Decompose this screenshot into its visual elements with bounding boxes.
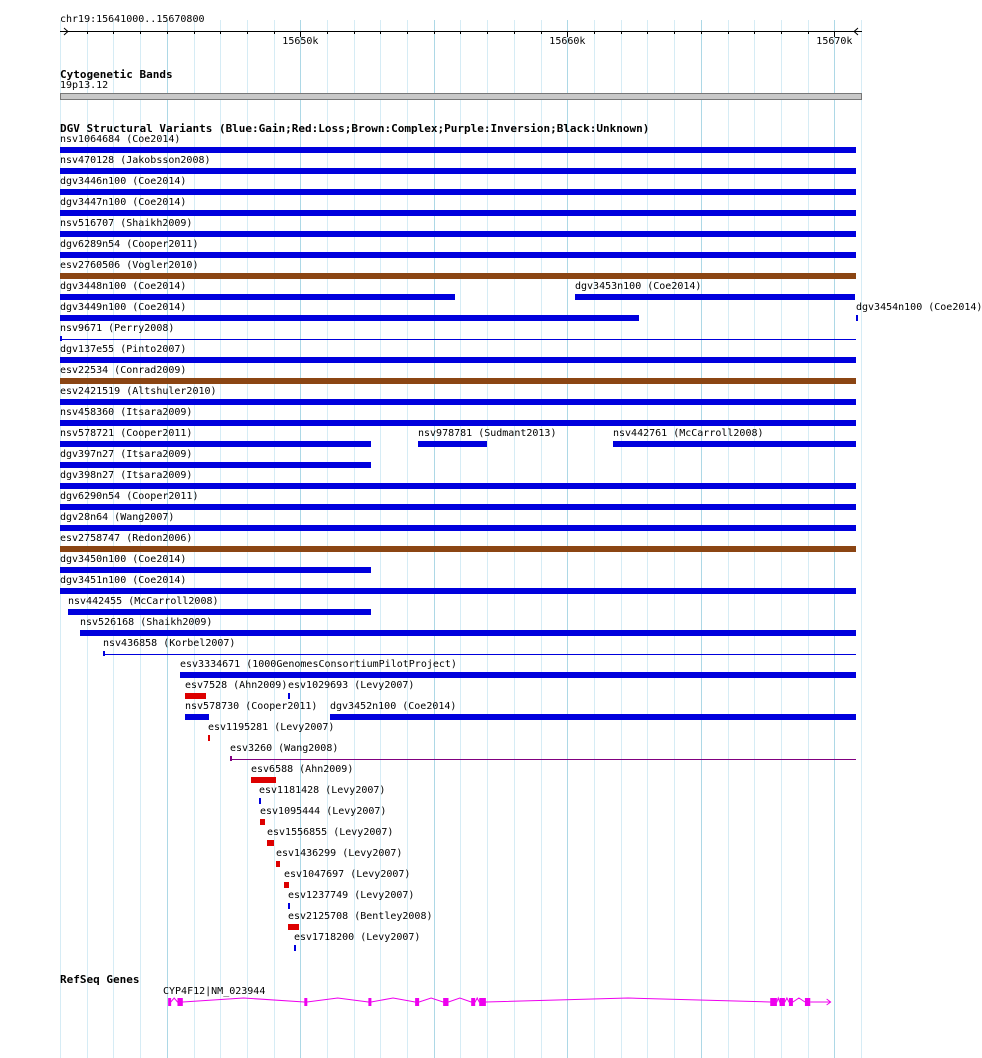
sv-label[interactable]: dgv397n27 (Itsara2009): [60, 449, 193, 460]
sv-bar[interactable]: [60, 420, 856, 426]
gene-exon: [770, 998, 777, 1006]
sv-bar[interactable]: [251, 777, 276, 783]
sv-bar[interactable]: [60, 231, 856, 237]
sv-bar[interactable]: [259, 798, 261, 804]
sv-label[interactable]: esv1237749 (Levy2007): [288, 890, 415, 901]
sv-bar[interactable]: [60, 273, 856, 279]
refseq-track-title: RefSeq Genes: [60, 973, 140, 986]
sv-bar[interactable]: [60, 189, 856, 195]
sv-label[interactable]: esv1047697 (Levy2007): [284, 869, 411, 880]
sv-bar[interactable]: [856, 315, 858, 321]
gene-model[interactable]: [0, 994, 890, 1010]
sv-label[interactable]: nsv526168 (Shaikh2009): [80, 617, 213, 628]
sv-bar[interactable]: [208, 735, 210, 741]
sv-label[interactable]: esv1195281 (Levy2007): [208, 722, 335, 733]
sv-label[interactable]: nsv578730 (Cooper2011): [185, 701, 318, 712]
sv-label[interactable]: dgv6289n54 (Cooper2011): [60, 239, 199, 250]
sv-bar[interactable]: [294, 945, 296, 951]
gene-exon: [168, 998, 171, 1006]
ruler-tick-label: 15660k: [549, 36, 586, 47]
sv-label[interactable]: nsv9671 (Perry2008): [60, 323, 175, 334]
sv-label[interactable]: esv2760506 (Vogler2010): [60, 260, 199, 271]
sv-bar[interactable]: [60, 504, 856, 510]
sv-bar[interactable]: [288, 693, 290, 699]
sv-label[interactable]: dgv3451n100 (Coe2014): [60, 575, 187, 586]
sv-label[interactable]: nsv442455 (McCarroll2008): [68, 596, 219, 607]
sv-label[interactable]: esv3334671 (1000GenomesConsortiumPilotProject): [180, 659, 457, 670]
gene-exon: [443, 998, 448, 1006]
sv-bar[interactable]: [276, 861, 280, 867]
sv-bar[interactable]: [60, 399, 856, 405]
sv-label[interactable]: nsv442761 (McCarroll2008): [613, 428, 764, 439]
gene-exon: [177, 998, 182, 1006]
sv-bar[interactable]: [575, 294, 855, 300]
sv-label[interactable]: esv22534 (Conrad2009): [60, 365, 187, 376]
sv-bar[interactable]: [613, 441, 856, 447]
gene-exon: [471, 998, 475, 1006]
dgv-track-title: DGV Structural Variants (Blue:Gain;Red:Loss;Brown:Complex;Purple:Inversion;Black:Unknown): [60, 122, 650, 135]
sv-label[interactable]: dgv3446n100 (Coe2014): [60, 176, 187, 187]
gene-intron: [171, 998, 805, 1002]
sv-bar[interactable]: [284, 882, 289, 888]
sv-label[interactable]: dgv3449n100 (Coe2014): [60, 302, 187, 313]
sv-label[interactable]: dgv137e55 (Pinto2007): [60, 344, 187, 355]
sv-bar[interactable]: [60, 339, 856, 340]
gene-exon: [479, 998, 486, 1006]
sv-bar[interactable]: [230, 759, 856, 760]
sv-bar[interactable]: [60, 378, 856, 384]
sv-label[interactable]: dgv3453n100 (Coe2014): [575, 281, 702, 292]
sv-label[interactable]: nsv436858 (Korbel2007): [103, 638, 236, 649]
gene-exon: [368, 998, 371, 1006]
sv-label[interactable]: esv1181428 (Levy2007): [259, 785, 386, 796]
sv-bar[interactable]: [60, 210, 856, 216]
sv-label[interactable]: dgv3448n100 (Coe2014): [60, 281, 187, 292]
sv-bar[interactable]: [68, 609, 371, 615]
sv-bar[interactable]: [60, 357, 856, 363]
sv-bar[interactable]: [60, 546, 856, 552]
sv-bar[interactable]: [288, 924, 299, 930]
gene-exon: [789, 998, 793, 1006]
sv-bar[interactable]: [80, 630, 856, 636]
sv-bar[interactable]: [60, 294, 455, 300]
sv-bar[interactable]: [60, 567, 371, 573]
sv-bar[interactable]: [60, 441, 371, 447]
sv-label[interactable]: dgv3454n100 (Coe2014): [856, 302, 982, 313]
ruler: [0, 24, 890, 48]
gene-label[interactable]: CYP4F12|NM_023944: [163, 986, 266, 997]
sv-label[interactable]: dgv28n64 (Wang2007): [60, 512, 175, 523]
sv-label[interactable]: nsv1064684 (Coe2014): [60, 134, 181, 145]
sv-label[interactable]: esv1718200 (Levy2007): [294, 932, 421, 943]
sv-bar[interactable]: [60, 483, 856, 489]
sv-bar[interactable]: [260, 819, 265, 825]
sv-bar[interactable]: [103, 654, 856, 655]
sv-label[interactable]: dgv3450n100 (Coe2014): [60, 554, 187, 565]
sv-bar[interactable]: [418, 441, 487, 447]
cytoband-track-title: Cytogenetic Bands: [60, 68, 173, 81]
sv-bar[interactable]: [60, 252, 856, 258]
sv-bar[interactable]: [180, 672, 856, 678]
sv-bar[interactable]: [60, 315, 639, 321]
gene-exon: [780, 998, 785, 1006]
sv-bar[interactable]: [267, 840, 274, 846]
sv-label[interactable]: esv2125708 (Bentley2008): [288, 911, 433, 922]
gene-exon: [415, 998, 419, 1006]
sv-label[interactable]: esv1095444 (Levy2007): [260, 806, 387, 817]
sv-label[interactable]: nsv578721 (Cooper2011): [60, 428, 193, 439]
sv-label[interactable]: esv6588 (Ahn2009): [251, 764, 354, 775]
sv-bar[interactable]: [185, 714, 209, 720]
sv-label[interactable]: dgv3452n100 (Coe2014): [330, 701, 457, 712]
sv-label[interactable]: dgv3447n100 (Coe2014): [60, 197, 187, 208]
sv-bar[interactable]: [60, 588, 856, 594]
sv-bar[interactable]: [60, 525, 856, 531]
location-label: chr19:15641000..15670800: [60, 14, 205, 25]
sv-bar[interactable]: [60, 168, 856, 174]
sv-label[interactable]: esv7528 (Ahn2009): [185, 680, 288, 691]
gene-exon: [304, 998, 307, 1006]
cytoband-label: 19p13.12: [60, 80, 109, 91]
sv-label[interactable]: nsv516707 (Shaikh2009): [60, 218, 193, 229]
sv-bar[interactable]: [330, 714, 856, 720]
sv-label[interactable]: esv2421519 (Altshuler2010): [60, 386, 217, 397]
sv-label[interactable]: nsv470128 (Jakobsson2008): [60, 155, 211, 166]
ruler-tick-label: 15670k: [816, 36, 853, 47]
ruler-tick-label: 15650k: [282, 36, 319, 47]
gene-exon: [805, 998, 810, 1006]
sv-bar[interactable]: [288, 903, 290, 909]
sv-bar[interactable]: [60, 147, 856, 153]
sv-label[interactable]: esv2758747 (Redon2006): [60, 533, 193, 544]
sv-label[interactable]: esv1029693 (Levy2007): [288, 680, 415, 691]
sv-label[interactable]: esv1556855 (Levy2007): [267, 827, 394, 838]
sv-label[interactable]: esv3260 (Wang2008): [230, 743, 339, 754]
sv-label[interactable]: nsv458360 (Itsara2009): [60, 407, 193, 418]
sv-label[interactable]: dgv6290n54 (Cooper2011): [60, 491, 199, 502]
cytoband-bar[interactable]: [60, 93, 862, 100]
sv-label[interactable]: dgv398n27 (Itsara2009): [60, 470, 193, 481]
sv-bar[interactable]: [185, 693, 206, 699]
sv-label[interactable]: nsv978781 (Sudmant2013): [418, 428, 557, 439]
sv-label[interactable]: esv1436299 (Levy2007): [276, 848, 403, 859]
sv-bar[interactable]: [60, 462, 371, 468]
